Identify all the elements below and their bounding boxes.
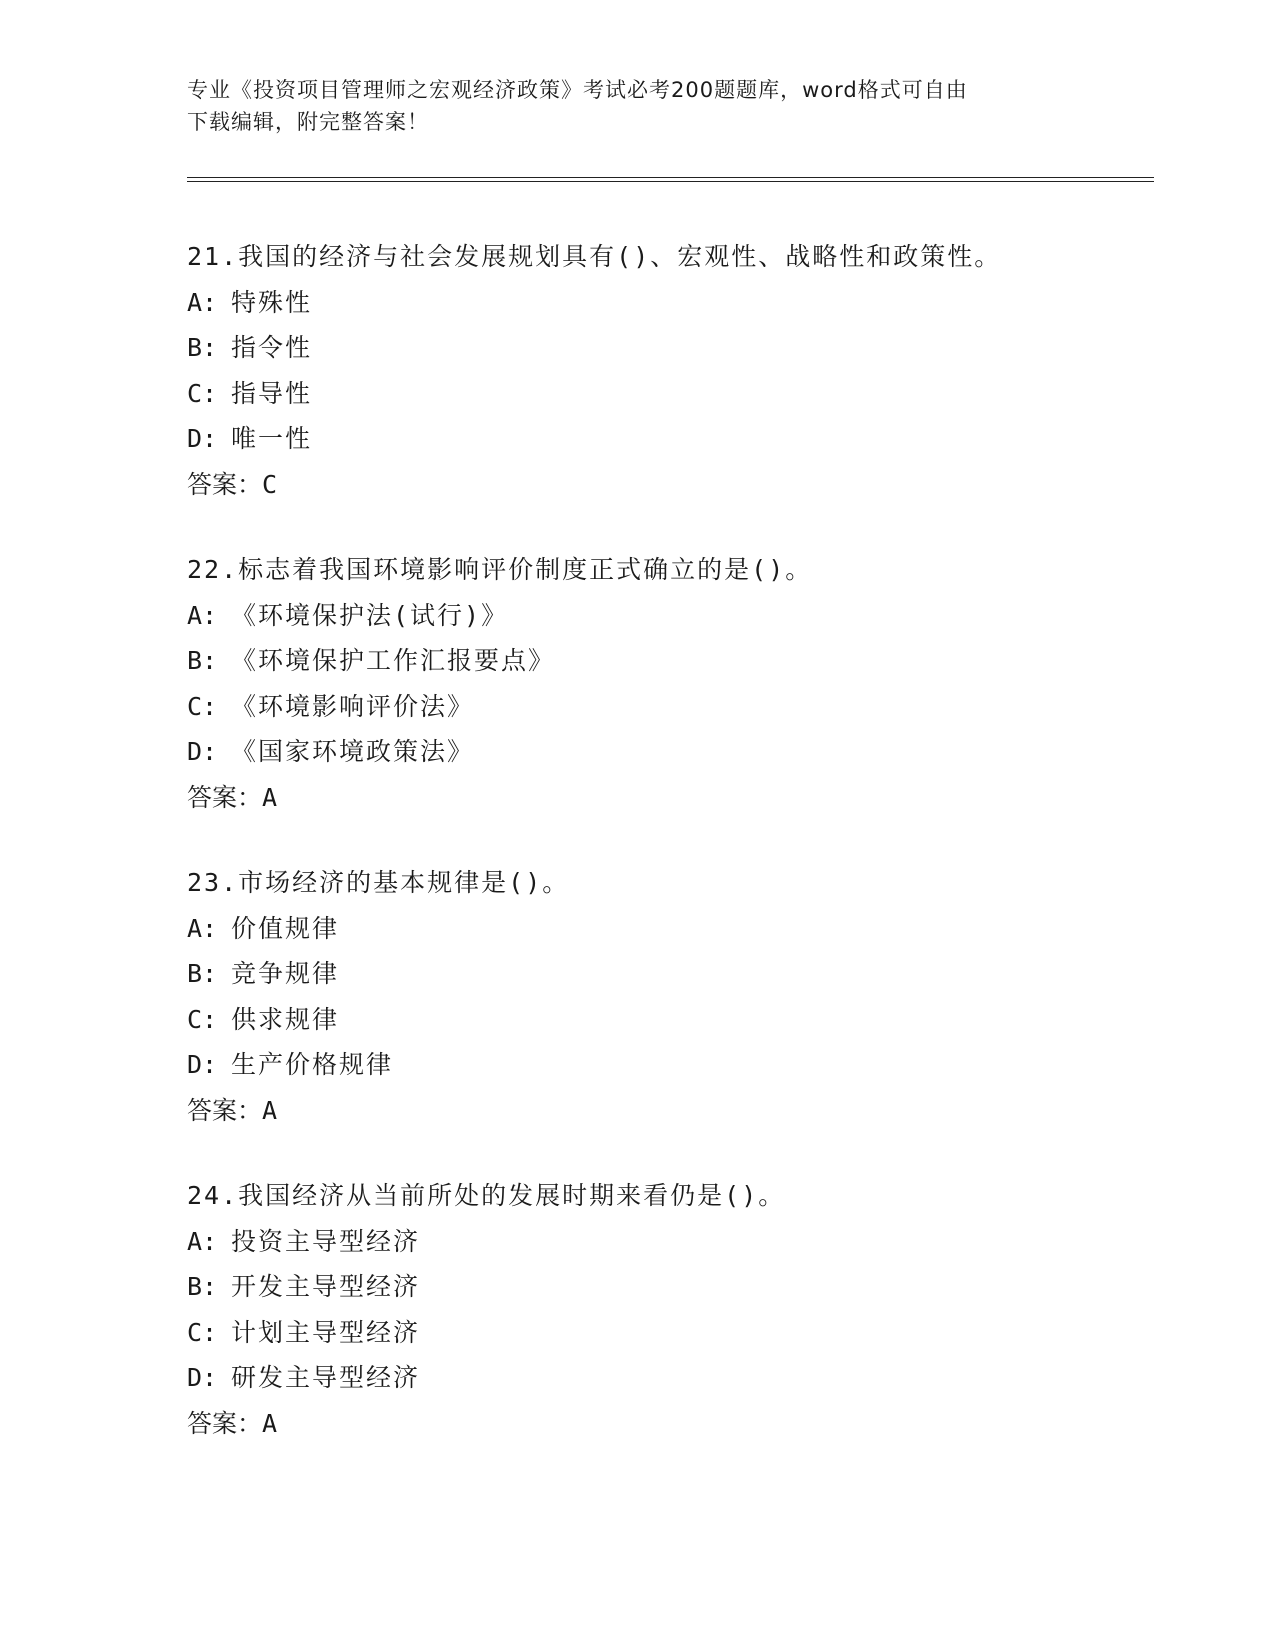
question-24: [187, 1173, 1147, 1446]
question-stem: 22.标志着我国环境影响评价制度正式确立的是()。: [187, 555, 813, 584]
question-21: [187, 234, 1147, 507]
option-d: [187, 1355, 1147, 1401]
option-c: [187, 997, 1147, 1043]
document-header: [187, 74, 1087, 138]
option-text: 投资主导型经济: [231, 1226, 421, 1256]
question-list: [187, 234, 1147, 1486]
option-text: 计划主导型经济: [231, 1317, 421, 1347]
option-key: C:: [187, 1317, 218, 1347]
answer: [187, 775, 1147, 821]
option-key: A:: [187, 600, 218, 630]
question-stem: 21.我国的经济与社会发展规划具有()、宏观性、战略性和政策性。: [187, 242, 1002, 271]
option-text: 供求规律: [231, 1004, 340, 1034]
option-text: 唯一性: [231, 424, 313, 453]
answer-value: A: [262, 1408, 278, 1438]
answer-value: C: [262, 469, 278, 499]
option-key: C:: [187, 378, 218, 408]
option-key: C:: [187, 1004, 218, 1034]
option-text: 研发主导型经济: [231, 1363, 421, 1392]
option-text: 特殊性: [231, 287, 313, 317]
option-text: 指令性: [231, 333, 313, 362]
option-text: 价值规律: [231, 913, 340, 943]
question-stem: 23.市场经济的基本规律是()。: [187, 868, 570, 897]
option-a: [187, 593, 1147, 639]
header-divider-top: [187, 177, 1154, 178]
option-b: [187, 1264, 1147, 1310]
option-key: C:: [187, 691, 218, 721]
option-key: D:: [187, 737, 218, 766]
header-divider-bottom: [187, 181, 1154, 182]
option-key: A:: [187, 913, 218, 943]
answer-label: 答案：: [187, 469, 263, 499]
header-line-2: 下载编辑，附完整答案！: [187, 110, 429, 134]
option-d: [187, 416, 1147, 462]
option-key: A:: [187, 287, 218, 317]
option-key: B:: [187, 959, 218, 988]
answer: [187, 1088, 1147, 1134]
option-text: 《国家环境政策法》: [231, 737, 475, 766]
option-b: [187, 951, 1147, 997]
answer: [187, 1401, 1147, 1447]
answer-label: 答案：: [187, 782, 263, 812]
answer-value: A: [262, 782, 278, 812]
option-key: B:: [187, 646, 218, 675]
option-key: A:: [187, 1226, 218, 1256]
question-22: [187, 547, 1147, 820]
option-text: 《环境保护法(试行)》: [231, 600, 509, 630]
option-c: [187, 1310, 1147, 1356]
option-key: D:: [187, 1050, 218, 1079]
answer-value: A: [262, 1095, 278, 1125]
option-text: 竞争规律: [231, 959, 340, 988]
question-23: [187, 860, 1147, 1133]
question-stem: 24.我国经济从当前所处的发展时期来看仍是()。: [187, 1181, 786, 1210]
option-text: 指导性: [231, 378, 313, 408]
option-text: 《环境影响评价法》: [231, 691, 475, 721]
option-key: D:: [187, 1363, 218, 1392]
option-d: [187, 729, 1147, 775]
option-b: [187, 325, 1147, 371]
answer: [187, 462, 1147, 508]
option-b: [187, 638, 1147, 684]
header-line-1: 专业《投资项目管理师之宏观经济政策》考试必考200题题库，word格式可自由: [187, 78, 968, 102]
option-key: B:: [187, 333, 218, 362]
option-text: 生产价格规律: [231, 1050, 394, 1079]
answer-label: 答案：: [187, 1095, 263, 1125]
option-c: [187, 371, 1147, 417]
option-a: [187, 906, 1147, 952]
option-key: D:: [187, 424, 218, 453]
option-text: 开发主导型经济: [231, 1272, 421, 1301]
option-c: [187, 684, 1147, 730]
answer-label: 答案：: [187, 1408, 263, 1438]
option-text: 《环境保护工作汇报要点》: [231, 646, 556, 675]
option-d: [187, 1042, 1147, 1088]
option-a: [187, 1219, 1147, 1265]
option-a: [187, 280, 1147, 326]
option-key: B:: [187, 1272, 218, 1301]
